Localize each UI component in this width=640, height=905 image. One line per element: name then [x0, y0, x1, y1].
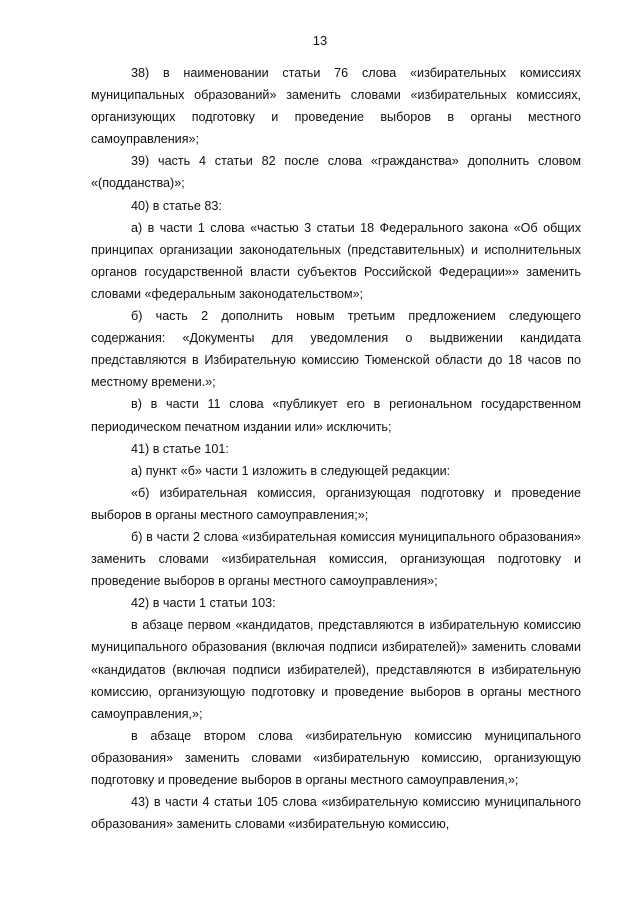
- paragraph-39: 39) часть 4 статьи 82 после слова «гражданства» дополнить словом «(подданства)»;: [91, 154, 581, 191]
- paragraph-38: 38) в наименовании статьи 76 слова «избирательных комиссиях муниципальных образований» заменить словами «избирательных комиссиях, организующих подготовку и проведение выборов в органы местного самоуправления»;: [91, 66, 581, 147]
- paragraph-42-first-abzac: в абзаце первом «кандидатов, представляются в избирательную комиссию муниципального образования (включая подписи избирателей)» заменить словами «кандидатов (включая подписи избирателей), представляются в избирательную комиссию, организующую подготовку и проведение выборов в органы местного самоуправления,»;: [91, 618, 581, 721]
- page-number: 13: [312, 33, 328, 48]
- paragraph-40-b: б) часть 2 дополнить новым третьим предложением следующего содержания: «Документы для уведомления о выдвижении кандидата представляются в Избирательную комиссию Тюменской области до 18 часов по местному времени.»;: [91, 309, 581, 390]
- paragraph-41-a-text: «б) избирательная комиссия, организующая подготовку и проведение выборов в органы местного самоуправления;»;: [91, 485, 581, 522]
- paragraph-43: 43) в части 4 статьи 105 слова «избирательную комиссию муниципального образования» заменить словами «избирательную комиссию,: [91, 795, 581, 832]
- paragraph-41: 41) в статье 101:: [131, 441, 229, 456]
- paragraph-40: 40) в статье 83:: [131, 198, 222, 213]
- paragraph-41-a: а) пункт «б» части 1 изложить в следующей редакции:: [131, 463, 451, 478]
- paragraph-40-a: а) в части 1 слова «частью 3 статьи 18 Федерального закона «Об общих принципах организации законодательных (представительных) и исполнительных органов государственной власти субъектов Российской Федерации»» заменить словами «федеральным законодательством»;: [91, 220, 581, 301]
- paragraph-42-second-abzac: в абзаце втором слова «избирательную комиссию муниципального образования» заменить словами «избирательную комиссию, организующую подготовку и проведение выборов в органы местного самоуправления,»;: [91, 728, 581, 787]
- paragraph-42: 42) в части 1 статьи 103:: [131, 596, 276, 611]
- paragraph-41-b: б) в части 2 слова «избирательная комиссия муниципального образования» заменить словами «избирательная комиссия, организующая подготовку и проведение выборов в органы местного самоуправления»;: [91, 529, 581, 589]
- paragraph-40-v: в) в части 11 слова «публикует его в региональном государственном периодическом печатном издании или» исключить;: [91, 397, 581, 434]
- document-body: [91, 62, 581, 835]
